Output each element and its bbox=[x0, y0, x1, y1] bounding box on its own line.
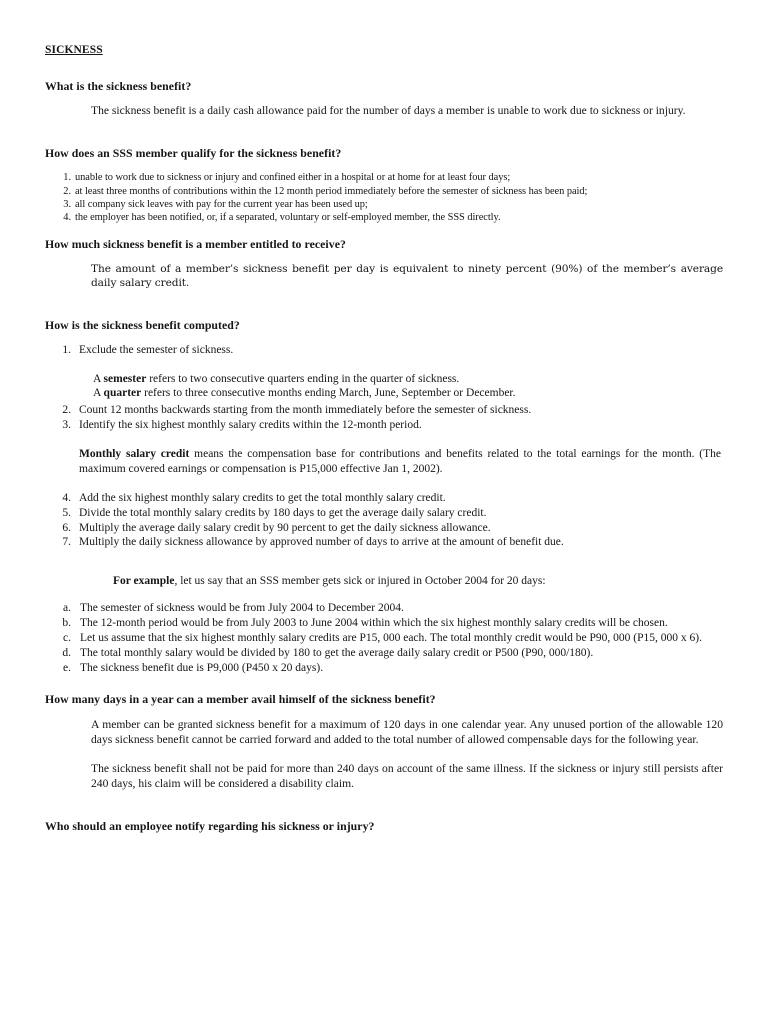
heading-how-to-qualify: How does an SSS member qualify for the sickness benefit? bbox=[45, 146, 342, 161]
list-marker: 5. bbox=[62, 506, 71, 519]
list-marker: d. bbox=[62, 646, 71, 659]
definition-suffix: refers to three consecutive months ending March, June, September or December. bbox=[141, 387, 516, 400]
list-item bbox=[45, 403, 723, 418]
definition-suffix: refers to two consecutive quarters ending in the quarter of sickness. bbox=[146, 372, 460, 385]
paragraph-max-days-same-illness: The sickness benefit shall not be paid for more than 240 days on account of the same illness. If the sickness or injury still persists after 240 days, his claim will be considered a disability claim. bbox=[91, 762, 723, 791]
list-marker: 4. bbox=[62, 491, 71, 504]
list-item-text: Identify the six highest monthly salary credits within the 12-month period. bbox=[79, 419, 422, 432]
list-item bbox=[45, 198, 723, 211]
definition-term: quarter bbox=[103, 387, 142, 400]
list-item bbox=[45, 646, 723, 661]
list-item bbox=[45, 506, 723, 521]
list-item bbox=[45, 418, 723, 433]
definition-prefix: A bbox=[93, 387, 104, 400]
list-item-text: the employer has been notified, or, if a separated, voluntary or self-employed member, the SSS directly. bbox=[75, 212, 501, 224]
list-item-text: Multiply the daily sickness allowance by approved number of days to arrive at the amount of benefit due. bbox=[79, 536, 564, 549]
example-lead-term: For example bbox=[113, 575, 175, 588]
heading-what-is-sickness-benefit: What is the sickness benefit? bbox=[45, 78, 192, 93]
list-item-text: Multiply the average daily salary credit by 90 percent to get the daily sickness allowance. bbox=[79, 521, 491, 534]
list-item-text: Exclude the semester of sickness. bbox=[79, 343, 234, 356]
list-item bbox=[45, 171, 723, 184]
spacer bbox=[45, 807, 723, 819]
paragraph-what-is-sickness-benefit: The sickness benefit is a daily cash allowance paid for the number of days a member is unable to work due to sickness or injury. bbox=[91, 104, 686, 118]
definition-quarter bbox=[79, 386, 723, 401]
list-item bbox=[45, 343, 723, 358]
list-item bbox=[45, 521, 723, 536]
paragraph-max-days-per-year: A member can be granted sickness benefit for a maximum of 120 days in one calendar year. Any unused portion of the allowable 120 days sickness benefit cannot be carried forward and added to the total number of allowed compensable days for the following year. bbox=[91, 718, 723, 747]
paragraph-how-much-benefit: The amount of a member’s sickness benefit per day is equivalent to ninety percent (90%) of the member’s average daily salary credit. bbox=[91, 262, 723, 289]
list-item bbox=[45, 491, 723, 506]
heading-how-computed: How is the sickness benefit computed? bbox=[45, 317, 240, 332]
list-item bbox=[45, 185, 723, 198]
list-item-text: Let us assume that the six highest monthly salary credits are P15, 000 each. The total monthly credit would be P90, 000 (P15, 000 x 6). bbox=[80, 631, 702, 644]
list-computation-steps-part2 bbox=[45, 403, 723, 433]
spacer bbox=[45, 134, 723, 146]
document-title: SICKNESS bbox=[45, 44, 103, 56]
definition-semester bbox=[79, 372, 723, 387]
list-marker: 2. bbox=[62, 404, 71, 417]
example-lead-in bbox=[45, 574, 723, 589]
list-marker: c. bbox=[63, 631, 71, 644]
list-marker: 7. bbox=[62, 536, 71, 549]
list-item-text: Count 12 months backwards starting from the month immediately before the semester of sickness. bbox=[79, 404, 532, 417]
list-item bbox=[45, 535, 723, 550]
definition-prefix: A bbox=[93, 372, 104, 385]
list-marker: 6. bbox=[62, 521, 71, 534]
list-item-text: The semester of sickness would be from July 2004 to December 2004. bbox=[80, 602, 404, 615]
list-item bbox=[45, 601, 723, 616]
list-marker: 1. bbox=[62, 343, 71, 356]
heading-how-many-days: How many days in a year can a member avail himself of the sickness benefit? bbox=[45, 692, 436, 707]
definition-term: semester bbox=[103, 372, 147, 385]
list-marker: 1. bbox=[63, 172, 71, 184]
list-marker: a. bbox=[63, 602, 71, 615]
list-item-text: The total monthly salary would be divided by 180 to get the average daily salary credit or P500 (P90, 000/180). bbox=[80, 646, 594, 659]
list-item bbox=[45, 211, 723, 224]
list-qualification-requirements bbox=[45, 171, 723, 225]
list-marker: e. bbox=[63, 661, 71, 674]
list-computation-steps-part1 bbox=[45, 343, 723, 358]
heading-how-much-benefit: How much sickness benefit is a member entitled to receive? bbox=[45, 236, 346, 251]
note-text: means the compensation base for contributions and benefits related to the total earnings for the month. (The maximum covered earnings or compensation is P15,000 effective Jan 1, 2002). bbox=[79, 448, 721, 475]
note-monthly-salary-credit bbox=[45, 447, 723, 477]
spacer bbox=[45, 675, 723, 692]
list-marker: 3. bbox=[63, 199, 71, 211]
example-lead-text: , let us say that an SSS member gets sick or injured in October 2004 for 20 days: bbox=[174, 575, 546, 588]
list-item-text: unable to work due to sickness or injury and confined either in a hospital or at home for at least four days; bbox=[75, 172, 511, 184]
spacer bbox=[45, 306, 723, 318]
list-item bbox=[45, 616, 723, 631]
spacer bbox=[45, 225, 723, 237]
list-marker: 2. bbox=[63, 185, 71, 197]
list-marker: 4. bbox=[63, 212, 71, 224]
list-item-text: at least three months of contributions within the 12 month period immediately before the semester of sickness has been paid; bbox=[75, 185, 588, 197]
list-example-steps bbox=[45, 601, 723, 675]
list-item bbox=[45, 631, 723, 646]
list-item bbox=[45, 661, 723, 676]
list-item-text: The sickness benefit due is P9,000 (P450 x 20 days). bbox=[80, 661, 324, 674]
list-marker: 3. bbox=[62, 419, 71, 432]
list-item-text: The 12-month period would be from July 2003 to June 2004 within which the six highest monthly salary credits will be chosen. bbox=[80, 617, 668, 630]
note-term: Monthly salary credit bbox=[79, 448, 190, 461]
definitions-block bbox=[45, 372, 723, 402]
list-item-text: all company sick leaves with pay for the current year has been used up; bbox=[75, 199, 368, 211]
list-item-text: Add the six highest monthly salary credits to get the total monthly salary credit. bbox=[79, 491, 446, 504]
list-marker: b. bbox=[62, 617, 71, 630]
list-computation-steps-part3 bbox=[45, 491, 723, 550]
list-item-text: Divide the total monthly salary credits by 180 days to get the average daily salary credit. bbox=[79, 506, 487, 519]
heading-who-to-notify: Who should an employee notify regarding his sickness or injury? bbox=[45, 819, 375, 834]
